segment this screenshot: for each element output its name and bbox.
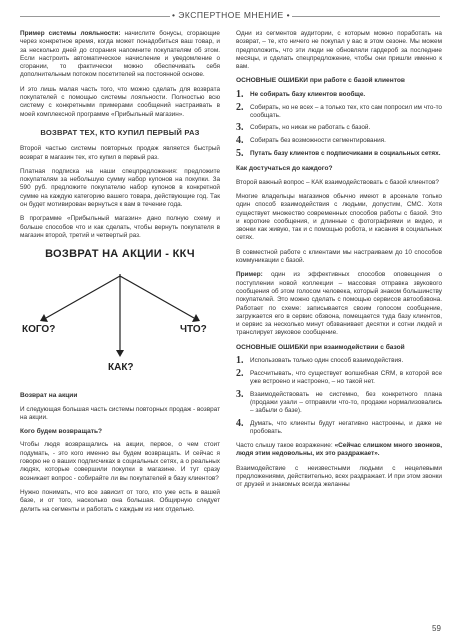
paragraph-objection — [236, 442, 442, 459]
list-text: Собирать без возможности сегментирования. — [250, 137, 386, 145]
errors-interaction-list — [236, 357, 442, 436]
objection-intro: Часто слышу такое возражение: — [236, 442, 335, 450]
objection-quote: «Сейчас слишком много звонков, людя этим недовольны, их это раздражает». — [236, 442, 442, 458]
list-item — [236, 124, 442, 133]
paragraph-program: И это лишь малая часть того, что можно сделать для возврата покупателей с помощью системы лояльности. Полностью всю систему с конкретными примерами сообщений настраивать в моей комплексной программе «Прибыльный магазин». — [20, 85, 220, 118]
header-divider-right — [292, 16, 440, 17]
list-number: 1. — [236, 88, 244, 100]
paragraph-loyalty — [20, 30, 220, 80]
heading-how-to-reach: Как достучаться до каждого? — [236, 165, 333, 173]
list-item — [236, 370, 442, 387]
list-item — [236, 388, 442, 416]
paragraph-segment-season: Одни из сегментов аудитории, с которым можно поработать на возврат, – те, кто ничего не покупал у вас в этом сезоне. Мы можем предположить, что эти люди не обновляли гардероб за последние месяцы, и сделать спецпредложение, чтобы они пришли именно к вам. — [236, 30, 442, 71]
paragraph-next-part: И следующая большая часть системы повторных продаж - возврат на акции. — [20, 405, 220, 421]
list-item — [236, 150, 442, 159]
list-item — [236, 137, 442, 146]
paragraph-how-interact: Второй важный вопрос – КАК взаимодействовать с базой клиентов? — [236, 178, 439, 186]
paragraph-second-part: Второй частью системы повторных продаж является быстрый возврат в магазин тех, кто купил в первый раз. — [20, 145, 220, 161]
paragraph-segments: Нужно понимать, что все зависит от того, кто уже есть в вашей базе, и от того, насколько она большая. Общирную следует делить на сегменты и работать с каждым из них отдельно. — [20, 488, 220, 513]
list-item — [236, 357, 442, 366]
paragraph-full-scheme: В программе «Прибыльный магазин» дано полную схему и больше способов что и как сделать, чтобы вернуть покупателя в магазин второй, третий и четвертый раз. — [20, 215, 220, 239]
example-text: один из эффективных способов оповещения о поступлении новой коллекции – массовая отправка звукового сообщения об этом голосом человека, который знаком большинству покупателей. Это можно сделать с помощью сервисов автообзвона. Работает по схеме: записывается своим голосом сообщение, загружается его в сервис обзвона, помещается туда базу клиентов, и сервис за несколько минут обзванивает десятки и сотни людей и транслирует звуковое сообщение. — [236, 271, 442, 337]
list-number: 2. — [236, 368, 244, 380]
list-number: 5. — [236, 148, 244, 160]
paragraph-subscription: Платная подписка на наши спецпредложения: предложите покупателям за небольшую сумму набор купонов на покупки. За 590 руб. предложите покупателю набор купонов в конкретной сумме на каждую категорию вашего товара, действующие год. Так он будет мотивирован вернуться к вам в течение года. — [20, 167, 220, 209]
header-divider-left — [20, 16, 170, 17]
right-column — [236, 30, 442, 496]
list-text: Не собирать базу клиентов вообще. — [250, 90, 366, 98]
list-text: Собирать, но никак не работать с базой. — [250, 124, 371, 132]
list-number: 2. — [236, 101, 244, 113]
list-text: Рассчитывать, что существует волшебная CRM, в которой все уже встроено и настроено, – но такой нет. — [250, 370, 442, 386]
paragraph-ten-methods: В совместной работе с клиентами мы настраиваем до 10 способов коммуникации с базой. — [236, 248, 442, 265]
paragraph-whom: Чтобы людя возвращались на акции, первое, о чем стоит подумать, - это кого именно вы будем возвращать. И сейчас я говорю не о ваших подписчиках в социальных сетях, а о реальных людях, которые совершили покупки в магазине. И тут сразу возникает вопрос - собирайте ли вы покупателей в базу клиентов? — [20, 441, 220, 482]
list-number: 4. — [236, 417, 244, 429]
list-number: 4. — [236, 135, 244, 147]
list-text: Использовать только один способ взаимодействия. — [250, 357, 404, 365]
section-title: • ЭКСПЕРТНОЕ МНЕНИЕ • — [171, 10, 291, 20]
paragraph-interaction-strangers: Взаимодействие с неизвестными людьми с нецелевыми предложениями, действительно, всех раздражает. И при этом звонки от друзей и знакомых всегда желанны — [236, 464, 442, 489]
list-number: 3. — [236, 388, 244, 400]
heading-errors-base: ОСНОВНЫЕ ОШИБКИ при работе с базой клиентов — [236, 77, 405, 85]
list-text: Собирать, но не всех – а только тех, кто сам попросил им что-то сообщать. — [250, 103, 442, 120]
list-number: 3. — [236, 122, 244, 134]
paragraph-example-call — [236, 271, 442, 337]
loyalty-example-text: начислите бонусы, сгорающие через конкретное время, когда может понадобиться ваш товар, и за несколько дней до сгорания напомните покупателям об этом. Если настроить автоматическое начисление и уведомление о сгорании, то фактически можно обеспечивать себя дополнительным потоком посетителей на постоянной основе. — [20, 30, 220, 79]
list-text: Путать базу клиентов с подписчиками в социальных сетях. — [250, 150, 441, 158]
heading-return-promos: Возврат на акции — [20, 392, 78, 400]
errors-base-list — [236, 88, 442, 160]
diagram-title: ВОЗВРАТ НА АКЦИИ - ККЧ — [45, 248, 195, 261]
arrow-left-line — [46, 276, 120, 318]
page-header — [0, 8, 460, 24]
kkch-diagram — [20, 246, 220, 386]
list-text: Думать, что клиенты будут негативно настроены, и даже не пробовать. — [250, 419, 442, 435]
arrow-down-head — [116, 350, 124, 357]
heading-whom: Кого будем возвращать? — [20, 428, 103, 436]
heading-first-buyers: ВОЗВРАТ ТЕХ, КТО КУПИЛ ПЕРВЫЙ РАЗ — [40, 127, 200, 137]
loyalty-example-label: Пример системы лояльности: — [20, 30, 121, 37]
page-number: 59 — [432, 624, 441, 633]
heading-errors-interaction: ОСНОВНЫЕ ОШИБКИ при взаимодействии с базой — [236, 343, 405, 351]
list-item — [236, 101, 442, 121]
diagram-label-who: КОГО? — [22, 324, 56, 336]
list-item — [236, 88, 442, 100]
example-label: Пример: — [236, 271, 263, 279]
arrow-right-line — [120, 276, 194, 318]
left-column — [20, 30, 220, 520]
list-number: 1. — [236, 355, 244, 367]
list-text: Взаимодействовать не системно, без конкретного плана (продажи узали – отправили что-то, продажи нормализовались – забыли о базе). — [250, 390, 442, 415]
diagram-label-what: ЧТО? — [180, 324, 207, 336]
list-item — [236, 417, 442, 437]
diagram-label-how: КАК? — [108, 362, 134, 374]
paragraph-methods: Многие владельцы магазинов обычно имеют в арсенале только один способ взаимодействия с людьми, допустим, СМС. Хотя существует множество современных способов работы с базой. Это и короткие сообщения, и длинные с фотографиями и видео, и звонки как живую, так и с помощью робота, и касания в социальных сетях. — [236, 192, 442, 242]
